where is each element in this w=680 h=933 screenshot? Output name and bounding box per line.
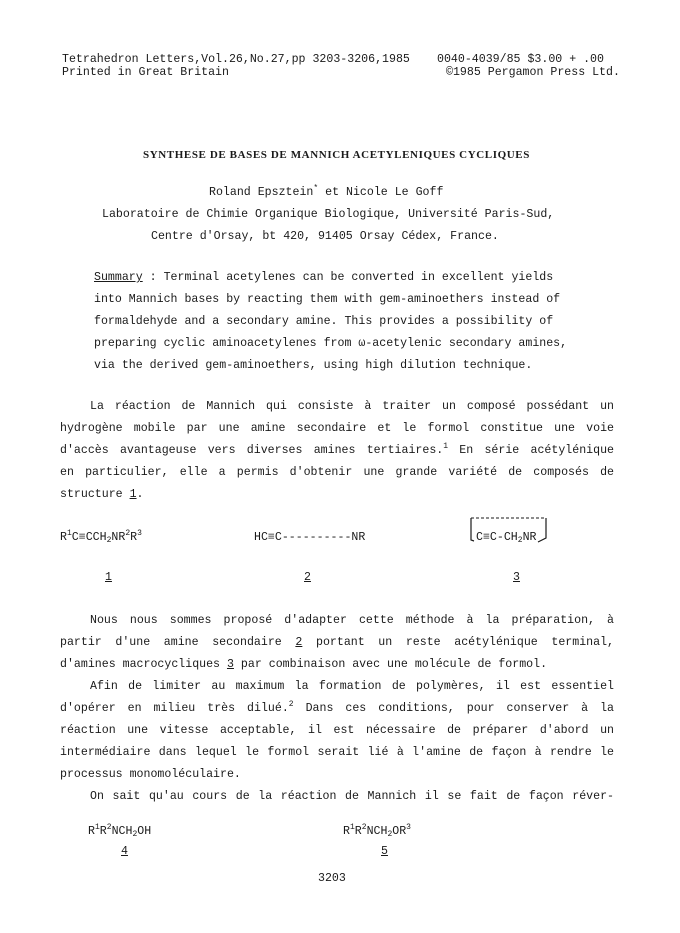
para3-line-2 [60,702,614,716]
para1-line-5b: . [136,488,144,501]
corresponding-star: * [313,184,319,193]
issn-code: 0040-4039/85 $3.00 + .00 [437,53,604,66]
s5-rest: NCH [366,825,388,838]
s3-nr: NR [522,531,537,544]
author-2: et Nicole Le Goff [318,186,444,199]
structure-5-formula [343,825,411,839]
page-number: 3203 [318,872,346,885]
s4-sup2: 2 [106,823,112,832]
summary-line-4: preparing cyclic aminoacetylenes from ω-acetylenic secondary amines, [94,337,568,350]
affiliation-line-1: Laboratoire de Chimie Organique Biologique, Université Paris-Sud, [102,208,555,221]
s4-sup1: 1 [94,823,100,832]
para1-line-3 [60,444,614,458]
structure-1-formula [60,531,142,545]
para3-line-4: intermédiaire dans lequel le formol serait lié à l'amine de façon à rendre le [60,746,614,759]
structure-5-label: 5 [381,845,388,858]
para3-line-2b: Dans ces conditions, pour conserver à la [293,702,614,715]
s4-tail: OH [137,825,152,838]
para1-line-3b: En série acétylénique [448,444,614,457]
structure-ref-2: 2 [295,636,303,649]
ref-2: 2 [288,700,294,709]
paper-title: SYNTHESE DE BASES DE MANNICH ACETYLENIQUES CYCLIQUES [143,149,530,161]
s1-sup1: 1 [66,529,72,538]
structure-4-formula [88,825,151,839]
structure-2-label: 2 [304,571,311,584]
para2-line-3a: d'amines macrocycliques [60,658,227,671]
para1-line-5 [60,488,144,502]
structure-4-label: 4 [121,845,128,858]
para2-line-2b: portant un reste acétylénique terminal, [302,636,614,649]
s3-text: C≡C-CH [476,531,518,544]
structure-1-label: 1 [105,571,112,584]
s1-sub: 2 [106,536,112,545]
ref-1: 1 [443,442,449,451]
summary-line-5: via the derived gem-aminoethers, using high dilution technique. [94,359,533,372]
s5-sup3: 3 [406,823,411,832]
copyright: ©1985 Pergamon Press Ltd. [446,66,620,79]
structure-ref-3: 3 [226,658,234,671]
structure-ref-1: 1 [129,488,137,501]
s5-sub: 2 [387,830,393,839]
para3-line-5: processus monomoléculaire. [60,768,241,781]
para1-line-5a: structure [60,488,130,501]
s1-r3: R [130,531,138,544]
s1-sup3: 3 [137,529,142,538]
para1-line-2: hydrogène mobile par une amine secondaire et le formol constitue une voie [60,422,614,435]
s1-r: R [60,531,67,544]
s1-sup2: 2 [125,529,131,538]
s1-mid: C≡CCH [71,531,107,544]
para3-line-3: réaction une vitesse acceptable, il est nécessaire de préparer d'abord un [60,724,614,737]
summary-label: Summary [94,271,143,284]
para3-line-2a: d'opérer en milieu très dilué. [60,702,289,715]
summary-line-3: formaldehyde and a secondary amine. This provides a possibility of [94,315,554,328]
s5-tail: OR [392,825,407,838]
structure-3-label: 3 [513,571,520,584]
para2-line-1: Nous nous sommes proposé d'adapter cette méthode à la préparation, à [90,614,614,627]
structure-2-formula: HC≡C----------NR [254,531,366,544]
author-1: Roland Epsztein [209,186,314,199]
summary-text-1: : Terminal acetylenes can be converted in excellent yields [142,271,554,284]
para1-line-1: La réaction de Mannich qui consiste à traiter un composé possédant un [90,400,614,413]
s4-r1: R [88,825,95,838]
para2-line-2a: partir d'une amine secondaire [60,636,296,649]
s5-r2: R [354,825,362,838]
s4-r2: R [99,825,107,838]
printed-location: Printed in Great Britain [62,66,229,79]
affiliation-line-2: Centre d'Orsay, bt 420, 91405 Orsay Cédex, France. [151,230,499,243]
s5-sup1: 1 [349,823,355,832]
s5-sup2: 2 [361,823,367,832]
para4-line-1: On sait qu'au cours de la réaction de Mannich il se fait de façon réver- [90,790,614,803]
authors [209,186,443,200]
s1-nr: NR [111,531,126,544]
para3-line-1: Afin de limiter au maximum la formation de polymères, il est essentiel [90,680,614,693]
para1-line-4: en particulier, elle a permis d'obtenir une grande variété de composés de [60,466,614,479]
para2-line-3b: par combinaison avec une molécule de formol. [233,658,548,671]
para1-line-3a: d'accès avantageuse vers diverses amines tertiaires. [60,444,444,457]
s4-sub: 2 [132,830,138,839]
s5-r1: R [343,825,350,838]
summary-line-2: into Mannich bases by reacting them with gem-aminoethers instead of [94,293,561,306]
journal-citation: Tetrahedron Letters,Vol.26,No.27,pp 3203-3206,1985 [62,53,410,66]
para2-line-2 [60,636,614,650]
s3-sub: 2 [517,536,523,545]
para2-line-3 [60,658,547,672]
summary-line-1 [94,271,553,285]
structure-3-formula [476,531,536,545]
s4-rest: NCH [111,825,133,838]
